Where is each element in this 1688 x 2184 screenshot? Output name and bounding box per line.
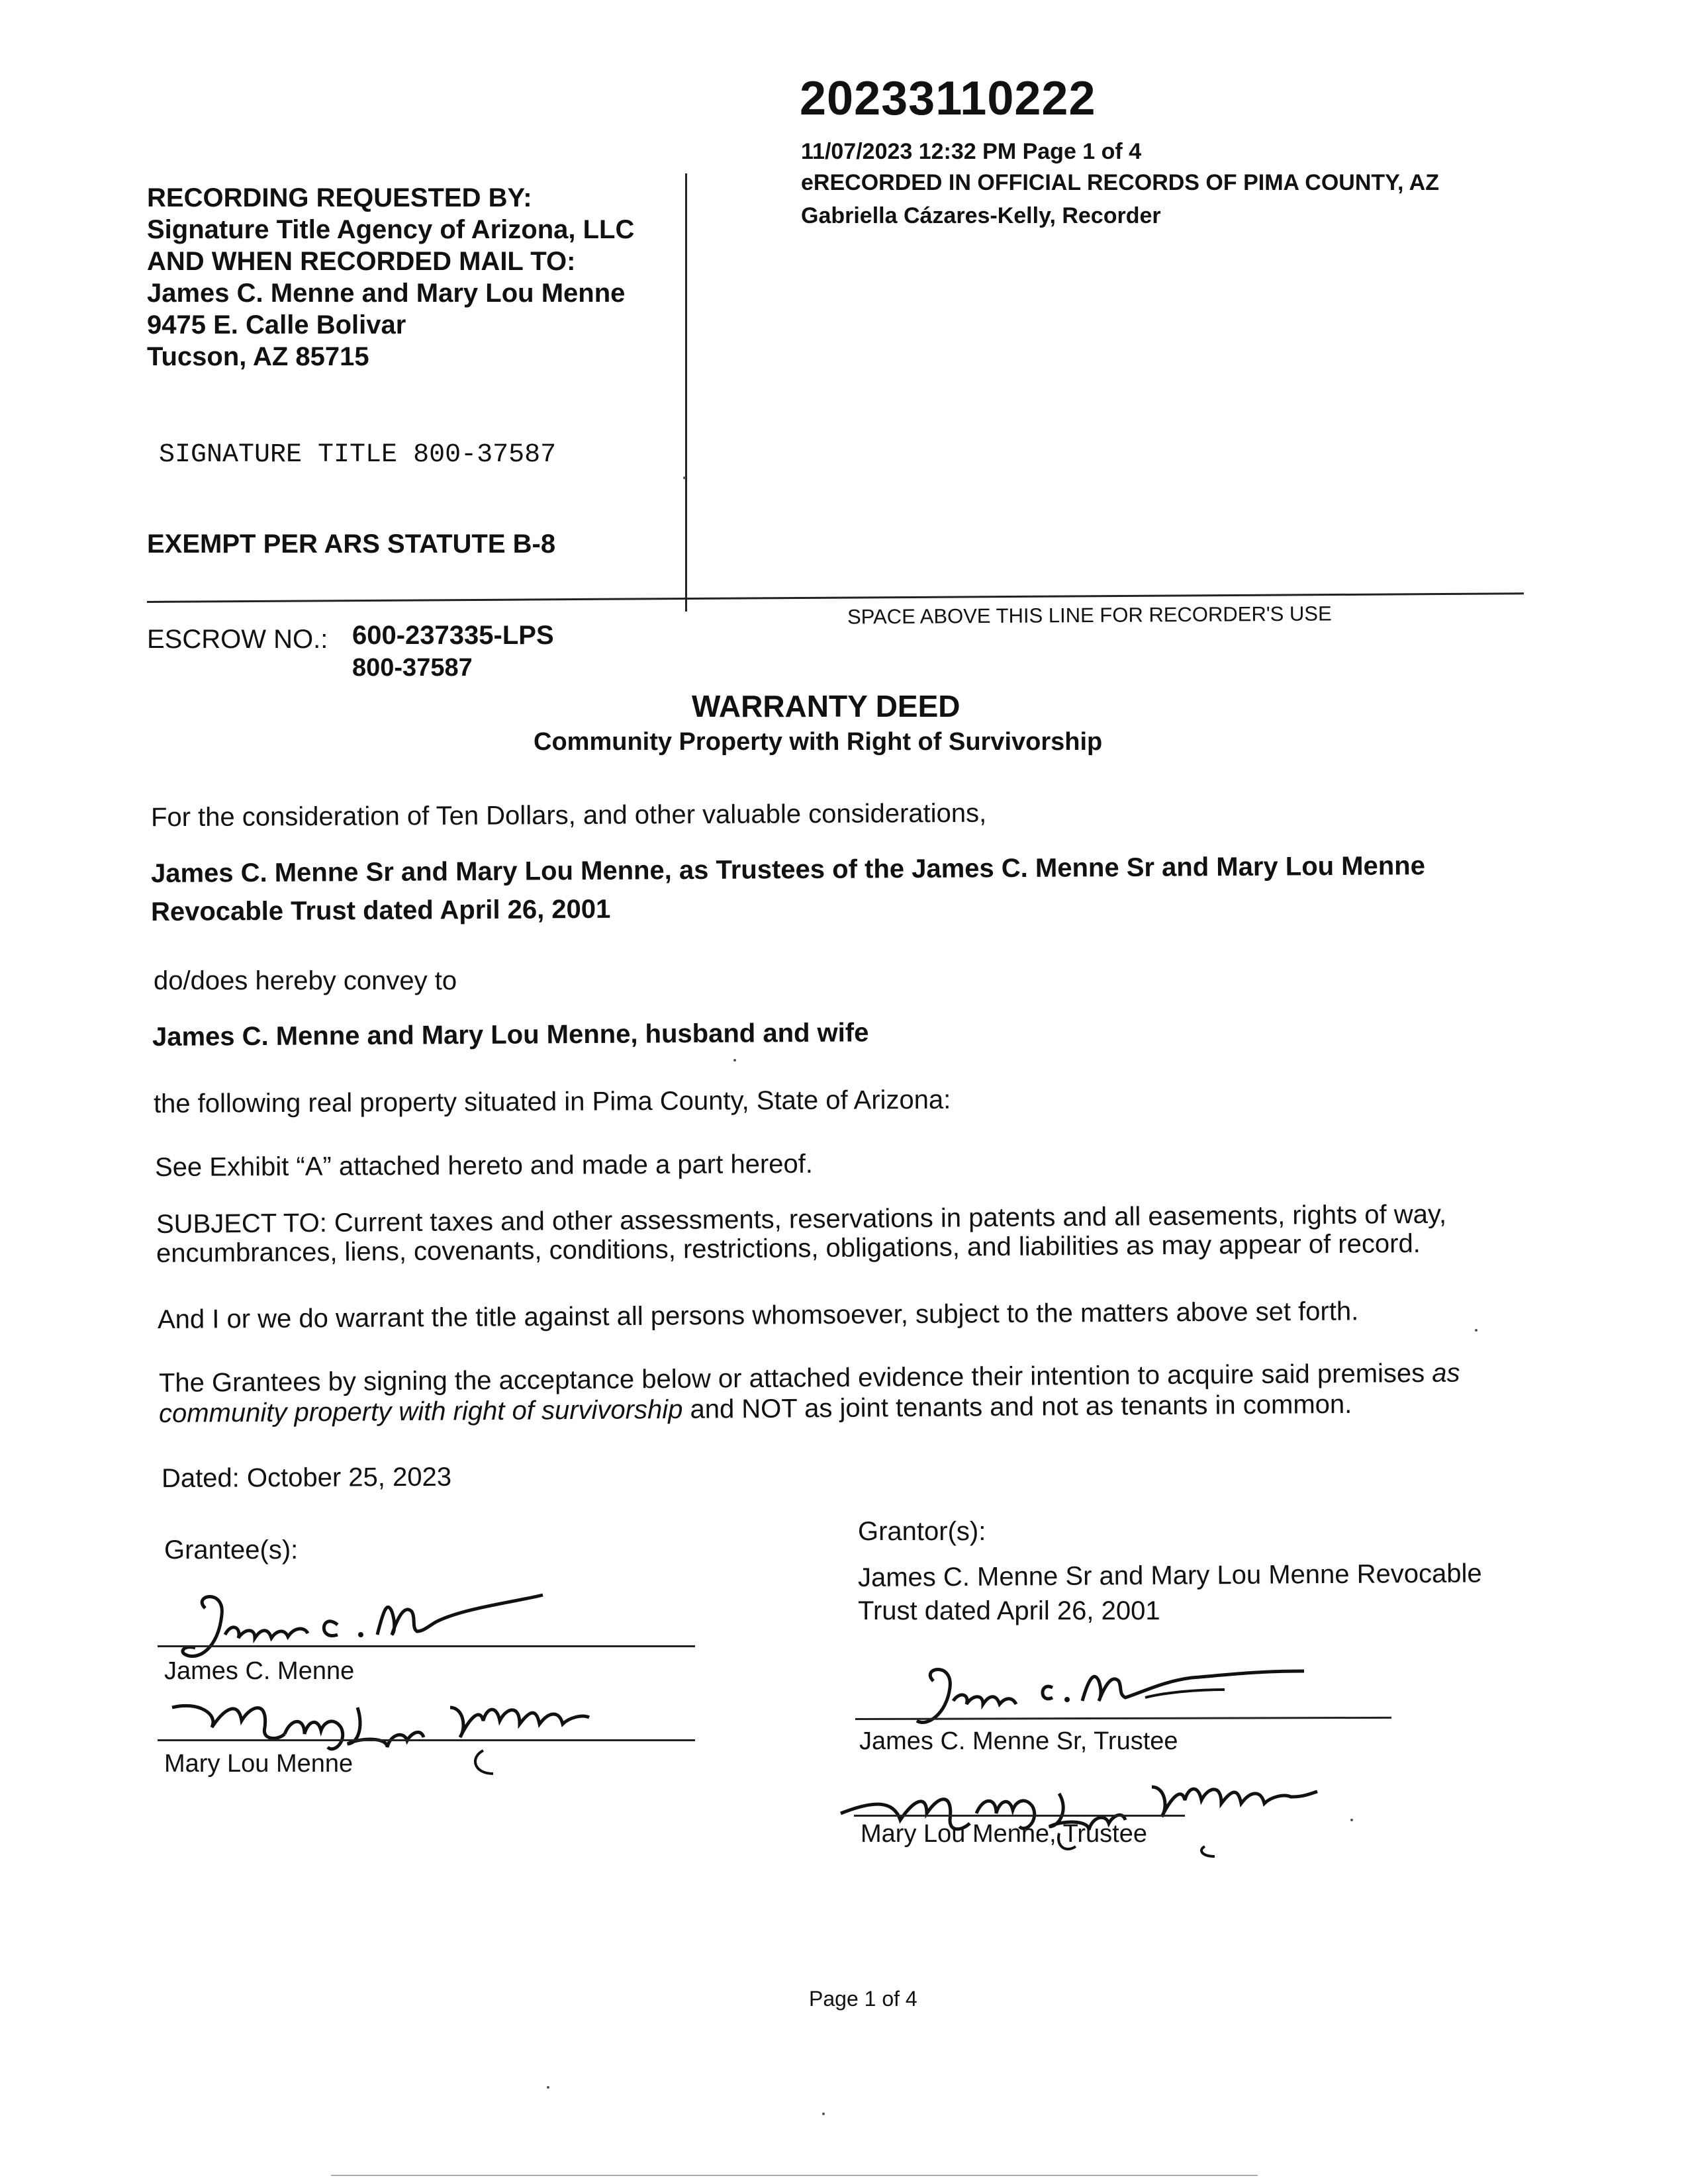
convey-text: do/does hereby convey to	[154, 966, 457, 995]
signature-title: SIGNATURE TITLE 800-37587	[159, 440, 557, 470]
grantee-signature-line-1	[158, 1645, 695, 1647]
subject-to-line2: encumbrances, liens, covenants, conditions, restrictions, obligations, and liabilities as may appear of record.	[156, 1229, 1421, 1268]
requested-line2: Signature Title Agency of Arizona, LLC	[147, 215, 635, 244]
grantor-heading: Grantor(s):	[858, 1517, 986, 1546]
grantees-intent-line1-b: as	[1432, 1358, 1460, 1388]
scan-speck	[1350, 1819, 1353, 1821]
grantees-intent-line1-a: The Grantees by signing the acceptance below or attached evidence their intention to acquire said premises	[158, 1358, 1432, 1398]
escrow-number-1: 600-237335-LPS	[352, 621, 554, 650]
deed-title: WARRANTY DEED	[692, 689, 961, 723]
requested-line1: RECORDING REQUESTED BY:	[147, 183, 532, 212]
scan-speck	[683, 477, 686, 479]
recording-erecorded: eRECORDED IN OFFICIAL RECORDS OF PIMA COUNTY, AZ	[801, 170, 1440, 195]
subject-to-line1: SUBJECT TO: Current taxes and other assessments, reservations in patents and all easements, rights of way,	[156, 1199, 1447, 1239]
grantee-signature-line-2	[158, 1739, 695, 1741]
grantee-heading: Grantee(s):	[164, 1535, 299, 1565]
page-footer: Page 1 of 4	[809, 1987, 917, 2011]
grantee-names: James C. Menne and Mary Lou Menne, husband and wife	[152, 1018, 869, 1052]
property-text: the following real property situated in Pima County, State of Arizona:	[153, 1085, 951, 1118]
grantor-signature-line-2	[854, 1815, 1185, 1817]
warrant-text: And I or we do warrant the title against all persons whomsoever, subject to the matters above set forth.	[157, 1297, 1359, 1334]
requested-block	[147, 182, 634, 373]
scan-speck	[822, 2113, 825, 2115]
exhibit-text: See Exhibit “A” attached hereto and made a part hereof.	[154, 1149, 814, 1182]
space-above-label: SPACE ABOVE THIS LINE FOR RECORDER'S USE	[847, 602, 1332, 629]
scan-speck	[1475, 1329, 1477, 1332]
grantees-intent-line2-a: community property with right of survivorship	[158, 1394, 683, 1428]
recorder-divider-vertical	[685, 173, 687, 612]
scan-edge-line	[331, 2175, 1258, 2176]
deed-subtitle: Community Property with Right of Survivorship	[534, 728, 1103, 756]
grantor-trust-line2: Trust dated April 26, 2001	[858, 1596, 1160, 1625]
grantees-intent-line2-b: and NOT as joint tenants and not as tenants in common.	[682, 1389, 1352, 1424]
grantor-names-line1: James C. Menne Sr and Mary Lou Menne, as Trustees of the James C. Menne Sr and Mary Lou Menne	[150, 851, 1426, 888]
grantor-sig2-name: Mary Lou Menne, Trustee	[861, 1820, 1147, 1848]
grantee-sig2-name: Mary Lou Menne	[164, 1750, 353, 1778]
requested-line3: AND WHEN RECORDED MAIL TO:	[147, 247, 576, 276]
grantor-names-line2: Revocable Trust dated April 26, 2001	[150, 894, 611, 927]
scan-speck	[547, 2086, 549, 2089]
requested-line6: Tucson, AZ 85715	[147, 342, 369, 371]
recording-recorder: Gabriella Cázares-Kelly, Recorder	[801, 203, 1161, 228]
grantor-sig1-name: James C. Menne Sr, Trustee	[859, 1727, 1178, 1755]
recording-number: 20233110222	[800, 72, 1096, 125]
exempt-statute: EXEMPT PER ARS STATUTE B-8	[147, 529, 556, 559]
grantee-sig1-name: James C. Menne	[164, 1657, 355, 1685]
escrow-label: ESCROW NO.:	[147, 625, 328, 654]
dated-text: Dated: October 25, 2023	[161, 1462, 452, 1493]
requested-line4: James C. Menne and Mary Lou Menne	[147, 279, 626, 308]
scan-speck	[733, 1059, 736, 1062]
requested-line5: 9475 E. Calle Bolivar	[147, 310, 406, 340]
grantor-trust-line1: James C. Menne Sr and Mary Lou Menne Revocable	[857, 1559, 1482, 1592]
escrow-number-2: 800-37587	[352, 654, 473, 682]
consideration-text: For the consideration of Ten Dollars, and other valuable considerations,	[150, 798, 987, 833]
recording-datetime: 11/07/2023 12:32 PM Page 1 of 4	[801, 139, 1142, 164]
